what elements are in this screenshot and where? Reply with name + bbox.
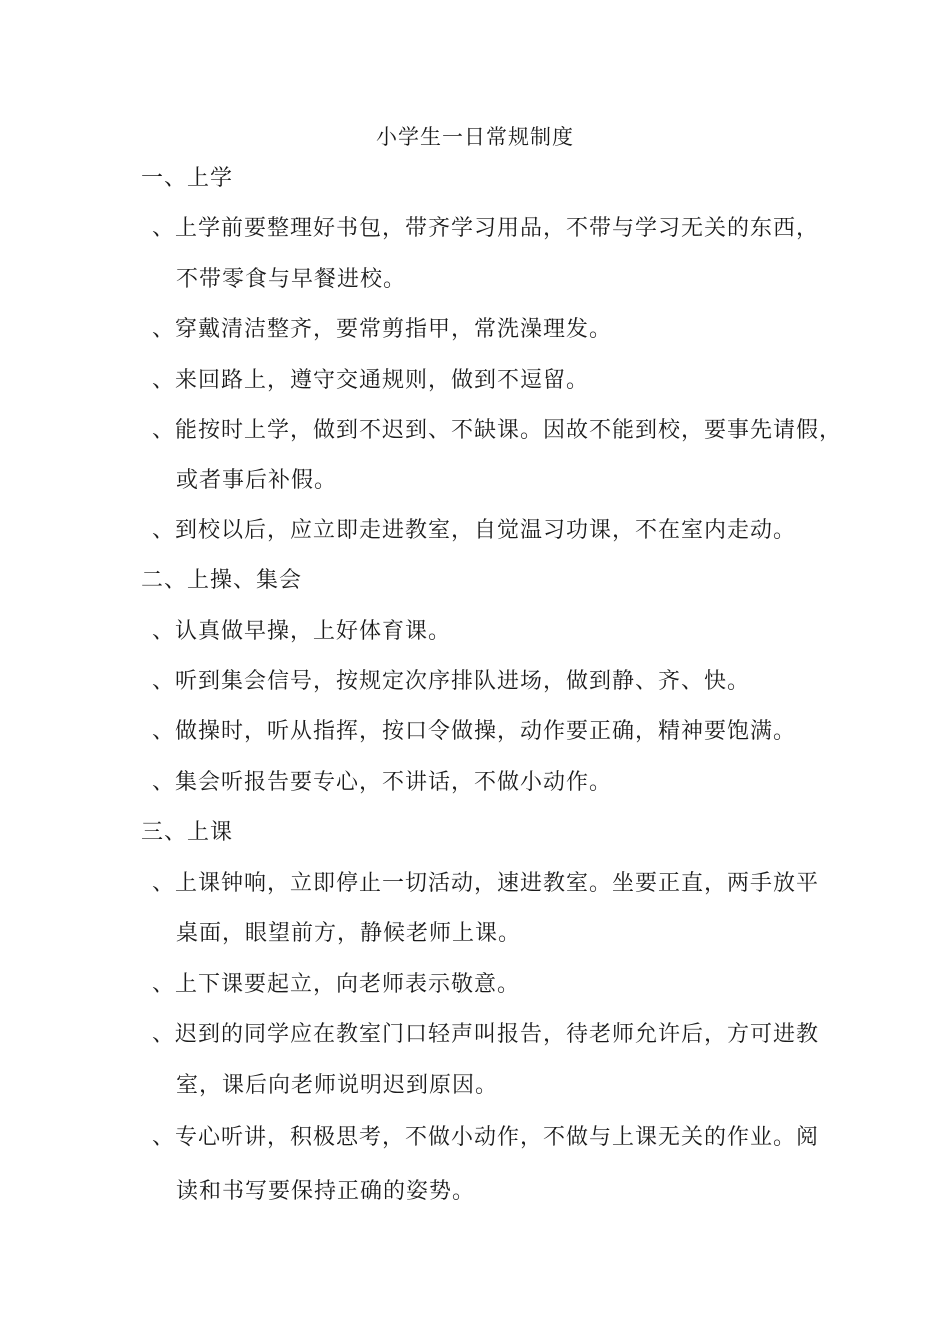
- list-item: 、来回路上，遵守交通规则，做到不逗留。: [152, 368, 590, 393]
- list-item: 、听到集会信号，按规定次序排队进场，做到静、齐、快。: [152, 669, 751, 694]
- list-item: 、迟到的同学应在教室门口轻声叫报告，待老师允许后，方可进教: [152, 1022, 820, 1047]
- list-item: 、专心听讲，积极思考，不做小动作，不做与上课无关的作业。阅: [152, 1125, 820, 1150]
- list-item: 、上课钟响，立即停止一切活动，速进教室。坐要正直，两手放平: [152, 871, 820, 896]
- list-item: 、认真做早操，上好体育课。: [152, 619, 452, 644]
- section-heading-3: 三、上课: [141, 820, 234, 845]
- list-item-continuation: 或者事后补假。: [176, 468, 338, 493]
- section-heading-2: 二、上操、集会: [141, 568, 303, 593]
- section-heading-1: 一、上学: [141, 166, 234, 191]
- list-item-continuation: 不带零食与早餐进校。: [176, 267, 407, 292]
- list-item-continuation: 桌面，眼望前方，静候老师上课。: [176, 921, 522, 946]
- document-title: 小学生一日常规制度: [376, 125, 574, 149]
- list-item-continuation: 室，课后向老师说明迟到原因。: [176, 1073, 499, 1098]
- list-item: 、上下课要起立，向老师表示敬意。: [152, 972, 521, 997]
- list-item: 、到校以后，应立即走进教室，自觉温习功课，不在室内走动。: [152, 518, 797, 543]
- list-item: 、集会听报告要专心，不讲话，不做小动作。: [152, 770, 613, 795]
- list-item: 、上学前要整理好书包，带齐学习用品，不带与学习无关的东西，: [152, 216, 820, 241]
- list-item: 、能按时上学，做到不迟到、不缺课。因故不能到校，要事先请假，: [152, 418, 843, 443]
- list-item-continuation: 读和书写要保持正确的姿势。: [176, 1179, 476, 1204]
- list-item: 、做操时，听从指挥，按口令做操，动作要正确，精神要饱满。: [152, 719, 797, 744]
- list-item: 、穿戴清洁整齐，要常剪指甲，常洗澡理发。: [152, 317, 613, 342]
